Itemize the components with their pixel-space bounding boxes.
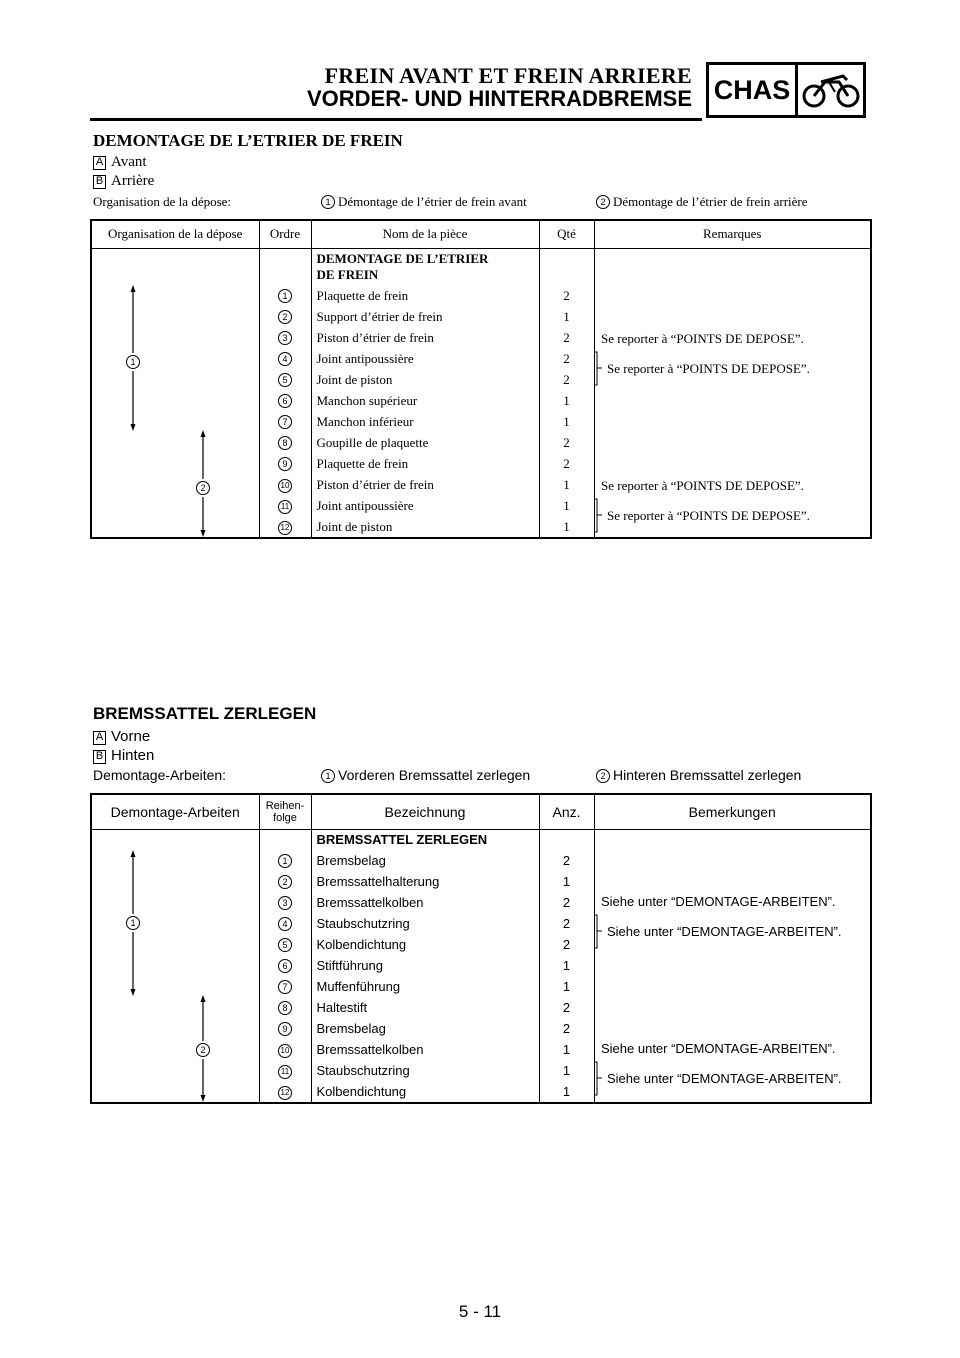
table-row bbox=[91, 829, 871, 850]
order-cell bbox=[259, 1060, 311, 1081]
quantity: 2 bbox=[539, 913, 594, 934]
col-header: Nom de la pièce bbox=[311, 220, 539, 248]
order-number: 7 bbox=[278, 980, 292, 994]
group-marker-1-fr: 1 bbox=[126, 353, 140, 371]
quantity: 1 bbox=[539, 411, 594, 432]
quantity: 1 bbox=[539, 1081, 594, 1103]
quantity: 2 bbox=[539, 348, 594, 369]
quantity: 1 bbox=[539, 871, 594, 892]
remark: Se reporter à “POINTS DE DEPOSE”. bbox=[601, 478, 804, 493]
org-step2-fr: 2 Démontage de l’étrier de frein arrière bbox=[596, 194, 808, 210]
remarks-cell bbox=[594, 850, 871, 871]
remarks-cell bbox=[594, 306, 871, 327]
part-name: Manchon inférieur bbox=[311, 411, 539, 432]
order-cell bbox=[259, 474, 311, 495]
order-number: 10 bbox=[278, 1044, 292, 1058]
arrow-up bbox=[131, 850, 136, 857]
part-name: Piston d’étrier de frein bbox=[311, 327, 539, 348]
arrow-up bbox=[131, 285, 136, 292]
order-cell bbox=[259, 913, 311, 934]
brace-1112-fr bbox=[593, 498, 603, 534]
order-cell bbox=[259, 390, 311, 411]
part-name: Bremssattelkolben bbox=[311, 892, 539, 913]
org-label-fr: Organisation de la dépose: bbox=[93, 194, 232, 209]
quantity: 2 bbox=[539, 1018, 594, 1039]
order-number: 12 bbox=[278, 521, 292, 535]
order-cell bbox=[259, 1081, 311, 1103]
part-name: Joint antipoussière bbox=[311, 495, 539, 516]
group-marker-2-de: 2 bbox=[196, 1041, 210, 1059]
order-cell bbox=[259, 411, 311, 432]
col-header: Organisation de la dépose bbox=[91, 220, 259, 248]
part-name: Plaquette de frein bbox=[311, 285, 539, 306]
brace-45-de bbox=[593, 914, 603, 950]
quantity: 1 bbox=[539, 474, 594, 495]
order-cell bbox=[259, 1039, 311, 1060]
page-number: 5 - 11 bbox=[458, 1302, 502, 1321]
order-cell bbox=[259, 369, 311, 390]
order-cell bbox=[259, 976, 311, 997]
quantity: 1 bbox=[539, 1060, 594, 1081]
order-cell bbox=[259, 495, 311, 516]
remarks-cell bbox=[594, 955, 871, 976]
part-name: Plaquette de frein bbox=[311, 453, 539, 474]
brace-45-fr bbox=[593, 351, 603, 387]
table-header bbox=[91, 794, 871, 829]
order-number: 11 bbox=[278, 1065, 292, 1079]
part-name: Manchon supérieur bbox=[311, 390, 539, 411]
col-header: Anz. bbox=[539, 794, 594, 829]
remark: Siehe unter “DEMONTAGE-ARBEITEN”. bbox=[601, 894, 836, 909]
remarks-cell bbox=[594, 997, 871, 1018]
quantity: 2 bbox=[539, 432, 594, 453]
group-marker-1-de: 1 bbox=[126, 914, 140, 932]
order-number: 10 bbox=[278, 479, 292, 493]
header-rule bbox=[90, 118, 702, 121]
order-number: 4 bbox=[278, 352, 292, 366]
order-cell bbox=[259, 850, 311, 871]
order-number: 11 bbox=[278, 500, 292, 514]
part-name: Staubschutzring bbox=[311, 1060, 539, 1081]
front-label-de: A Vorne bbox=[93, 728, 150, 745]
part-name: Stiftführung bbox=[311, 955, 539, 976]
quantity: 2 bbox=[539, 892, 594, 913]
order-cell bbox=[259, 892, 311, 913]
quantity: 2 bbox=[539, 327, 594, 348]
order-number: 9 bbox=[278, 457, 292, 471]
part-name: Joint antipoussière bbox=[311, 348, 539, 369]
order-cell bbox=[259, 327, 311, 348]
quantity: 2 bbox=[539, 850, 594, 871]
section-title-fr: DEMONTAGE DE L’ETRIER DE FREIN bbox=[93, 131, 403, 150]
order-number: 1 bbox=[278, 854, 292, 868]
group-brackets-fr bbox=[120, 285, 220, 540]
group-brackets-de bbox=[120, 850, 220, 1105]
quantity: 2 bbox=[539, 997, 594, 1018]
part-name: Joint de piston bbox=[311, 369, 539, 390]
remarks-cell bbox=[594, 453, 871, 474]
order-number: 8 bbox=[278, 436, 292, 450]
part-name: Haltestift bbox=[311, 997, 539, 1018]
order-number: 5 bbox=[278, 373, 292, 387]
heading-row: DEMONTAGE DE L’ETRIER DE FREIN bbox=[311, 248, 539, 285]
arrow-down bbox=[131, 989, 136, 996]
order-number: 3 bbox=[278, 896, 292, 910]
order-cell bbox=[259, 306, 311, 327]
rear-label-de: B Hinten bbox=[93, 747, 154, 764]
remarks-cell bbox=[594, 871, 871, 892]
col-header: Reihen- folge bbox=[259, 794, 311, 829]
order-cell bbox=[259, 348, 311, 369]
order-number: 4 bbox=[278, 917, 292, 931]
quantity: 2 bbox=[539, 453, 594, 474]
remark: Siehe unter “DEMONTAGE-ARBEITEN”. bbox=[601, 1041, 836, 1056]
org-label-de: Demontage-Arbeiten: bbox=[93, 767, 227, 783]
front-label-fr: A Avant bbox=[93, 154, 147, 171]
order-number: 12 bbox=[278, 1086, 292, 1100]
header-title-fr: FREIN AVANT ET FREIN ARRIERE bbox=[324, 63, 692, 88]
order-cell bbox=[259, 1018, 311, 1039]
quantity: 2 bbox=[539, 369, 594, 390]
section-badge-label: CHAS bbox=[709, 65, 798, 115]
remarks-cell bbox=[594, 432, 871, 453]
arrow-down bbox=[131, 424, 136, 431]
remark: Siehe unter “DEMONTAGE-ARBEITEN”. bbox=[607, 924, 842, 939]
col-header: Demontage-Arbeiten bbox=[91, 794, 259, 829]
remarks-cell bbox=[594, 390, 871, 411]
order-number: 6 bbox=[278, 394, 292, 408]
part-name: Piston d’étrier de frein bbox=[311, 474, 539, 495]
remark: Se reporter à “POINTS DE DEPOSE”. bbox=[601, 331, 804, 346]
quantity: 1 bbox=[539, 516, 594, 538]
order-number: 2 bbox=[278, 875, 292, 889]
remark: Se reporter à “POINTS DE DEPOSE”. bbox=[607, 361, 810, 376]
order-number: 1 bbox=[278, 289, 292, 303]
order-cell bbox=[259, 934, 311, 955]
part-name: Muffenführung bbox=[311, 976, 539, 997]
group-marker-2-fr: 2 bbox=[196, 479, 210, 497]
order-number: 7 bbox=[278, 415, 292, 429]
remarks-cell bbox=[594, 1018, 871, 1039]
remarks-cell bbox=[594, 411, 871, 432]
order-cell bbox=[259, 997, 311, 1018]
order-cell bbox=[259, 453, 311, 474]
section-title-de: BREMSSATTEL ZERLEGEN bbox=[93, 704, 317, 723]
order-number: 5 bbox=[278, 938, 292, 952]
order-number: 3 bbox=[278, 331, 292, 345]
order-number: 2 bbox=[278, 310, 292, 324]
col-header: Remarques bbox=[594, 220, 871, 248]
col-header: Qté bbox=[539, 220, 594, 248]
remark: Siehe unter “DEMONTAGE-ARBEITEN”. bbox=[607, 1071, 842, 1086]
quantity: 1 bbox=[539, 390, 594, 411]
table-row bbox=[91, 248, 871, 285]
quantity: 1 bbox=[539, 1039, 594, 1060]
header-title-de: VORDER- UND HINTERRADBREMSE bbox=[306, 86, 692, 111]
heading-row: BREMSSATTEL ZERLEGEN bbox=[311, 829, 539, 850]
part-name: Joint de piston bbox=[311, 516, 539, 538]
order-number: 9 bbox=[278, 1022, 292, 1036]
quantity: 2 bbox=[539, 285, 594, 306]
part-name: Kolbendichtung bbox=[311, 1081, 539, 1103]
order-cell bbox=[259, 285, 311, 306]
motorcycle-icon bbox=[798, 65, 863, 115]
order-cell bbox=[259, 432, 311, 453]
part-name: Support d’étrier de frein bbox=[311, 306, 539, 327]
org-step1-fr: 1 Démontage de l’étrier de frein avant bbox=[321, 194, 527, 210]
part-name: Bremsbelag bbox=[311, 850, 539, 871]
arrow-up bbox=[201, 430, 206, 437]
part-name: Bremssattelhalterung bbox=[311, 871, 539, 892]
remarks-cell bbox=[594, 285, 871, 306]
col-header: Ordre bbox=[259, 220, 311, 248]
part-name: Staubschutzring bbox=[311, 913, 539, 934]
order-cell bbox=[259, 516, 311, 538]
table-header bbox=[91, 220, 871, 248]
quantity: 1 bbox=[539, 306, 594, 327]
remarks-cell bbox=[594, 976, 871, 997]
order-number: 8 bbox=[278, 1001, 292, 1015]
part-name: Goupille de plaquette bbox=[311, 432, 539, 453]
order-number: 6 bbox=[278, 959, 292, 973]
org-step1-de: 1 Vorderen Bremssattel zerlegen bbox=[321, 767, 530, 783]
org-step2-de: 2 Hinteren Bremssattel zerlegen bbox=[596, 767, 801, 783]
arrow-up bbox=[201, 995, 206, 1002]
part-name: Bremssattelkolben bbox=[311, 1039, 539, 1060]
rear-label-fr: B Arrière bbox=[93, 173, 154, 190]
quantity: 1 bbox=[539, 495, 594, 516]
order-cell bbox=[259, 955, 311, 976]
part-name: Bremsbelag bbox=[311, 1018, 539, 1039]
quantity: 2 bbox=[539, 934, 594, 955]
brace-1112-de bbox=[593, 1061, 603, 1097]
remark: Se reporter à “POINTS DE DEPOSE”. bbox=[607, 508, 810, 523]
arrow-down bbox=[201, 530, 206, 537]
quantity: 1 bbox=[539, 955, 594, 976]
order-cell bbox=[259, 871, 311, 892]
quantity: 1 bbox=[539, 976, 594, 997]
part-name: Kolbendichtung bbox=[311, 934, 539, 955]
section-badge bbox=[706, 62, 866, 118]
arrow-down bbox=[201, 1095, 206, 1102]
col-header: Bemerkungen bbox=[594, 794, 871, 829]
col-header: Bezeichnung bbox=[311, 794, 539, 829]
